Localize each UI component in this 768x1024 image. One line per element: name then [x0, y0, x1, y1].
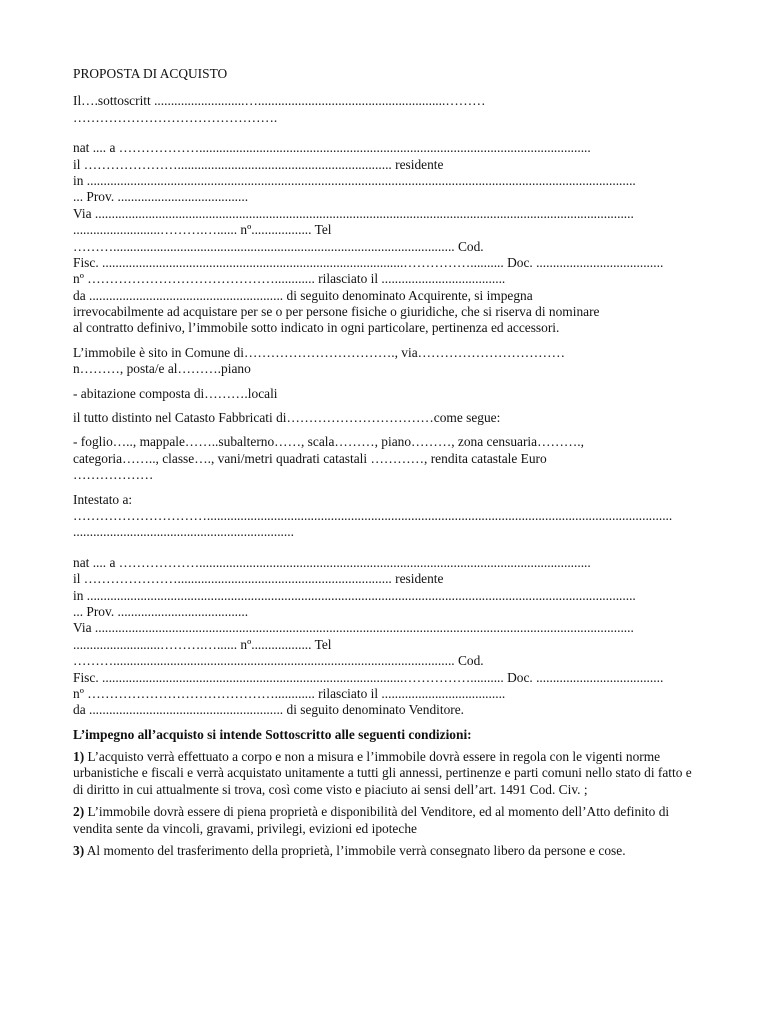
buyer-line: nº ……………………………………............ rilasciato il .....................................: [73, 271, 506, 287]
document-body: [73, 66, 695, 860]
property-location-line: L’immobile è sito in Comune di……………………………., via……………………………: [73, 344, 565, 360]
property-section: [73, 345, 695, 484]
conditions-heading: L’impegno all’acquisto si intende Sottoscritto alle seguenti condizioni:: [73, 726, 472, 742]
property-composition: - abitazione composta di……….locali: [73, 385, 278, 401]
buyer-line: il …………………................................................................ residente: [73, 156, 444, 172]
buyer-line: ……………………………………….: [73, 109, 278, 125]
owner-line: …………………………...........................................................................................................................................: [73, 507, 673, 523]
condition-text: L’immobile dovrà essere di piena proprietà e disponibilità del Venditore, ed al momento dell’Atto definito di vendita sente da vincoli, gravami, privilegi, evizioni ed ipoteche: [73, 804, 670, 836]
buyer-line: in ....................................................................................................................................................................: [73, 172, 636, 188]
property-location-line: n………, posta/e al……….piano: [73, 361, 251, 377]
owner-line: da .......................................................... di seguito denominato Venditore.: [73, 702, 465, 718]
condition-number: 3): [73, 843, 85, 859]
condition-number: 2): [73, 804, 85, 820]
owner-line: ..................................................................: [73, 524, 294, 540]
buyer-line: irrevocabilmente ad acquistare per se o per persone fisiche o giuridiche, che si riserva di nominare: [73, 304, 600, 320]
buyer-line: Fisc. ..........................................................................................…………….......... Doc. ......................................: [73, 254, 664, 270]
owner-line: nat .... a ……………….....................................................................................................................: [73, 554, 591, 570]
owner-line: ..........................……….…...... nº.................. Tel: [73, 636, 332, 652]
property-details-line: - foglio….., mappale……..subalterno……, scala………, piano………, zona censuaria……….,: [73, 434, 584, 450]
property-cadastre: il tutto distinto nel Catasto Fabbricati di……………………………come segue:: [73, 410, 501, 426]
owner-line: in ....................................................................................................................................................................: [73, 587, 636, 603]
owner-section: [73, 492, 695, 719]
buyer-line: Il….sottoscritt ...........................…........................................................………: [73, 93, 486, 109]
condition-item: [73, 843, 695, 859]
buyer-section: [73, 93, 695, 336]
condition-item: [73, 749, 695, 798]
condition-number: 1): [73, 749, 85, 765]
property-details-line: ………………: [73, 467, 154, 483]
condition-item: [73, 804, 695, 837]
buyer-line: nat .... a ……………….....................................................................................................................: [73, 140, 591, 156]
buyer-line: al contratto definivo, l’immobile sotto indicato in ogni particolare, pertinenza ed accessori.: [73, 320, 560, 336]
buyer-line: da .......................................................... di seguito denominato Acquirente, si impegna: [73, 287, 533, 303]
buyer-line: ………...................................................................................................... Cod.: [73, 238, 484, 254]
owner-line: il …………………................................................................ residente: [73, 571, 444, 587]
condition-text: L’acquisto verrà effettuato a corpo e non a misura e l’immobile dovrà essere in regola con le vigenti norme urbanistiche e fiscali e verrà acquistato unitamente a tutti gli annessi, pertinenze e parti comuni nello stato di fatto e di diritto in cui attualmente si trova, così come visto e piaciuto ai sensi dell’art. 1491 Cod. Civ. ;: [73, 749, 692, 797]
owner-heading: Intestato a:: [73, 491, 133, 507]
buyer-line: Via .................................................................................................................................................................: [73, 205, 634, 221]
owner-line: Fisc. ..........................................................................................…………….......... Doc. ......................................: [73, 669, 664, 685]
property-details-line: categoria…….., classe…., vani/metri quadrati catastali …………, rendita catastale Euro: [73, 450, 547, 466]
document-title: PROPOSTA DI ACQUISTO: [73, 66, 228, 81]
conditions-section: [73, 727, 695, 860]
owner-line: ………...................................................................................................... Cod.: [73, 653, 484, 669]
buyer-line: ..........................……….…...... nº.................. Tel: [73, 222, 332, 238]
owner-line: Via .................................................................................................................................................................: [73, 620, 634, 636]
owner-line: ... Prov. .......................................: [73, 603, 249, 619]
buyer-line: ... Prov. .......................................: [73, 189, 249, 205]
condition-text: Al momento del trasferimento della proprietà, l’immobile verrà consegnato libero da persone e cose.: [84, 843, 626, 859]
owner-line: nº ……………………………………............ rilasciato il .....................................: [73, 685, 506, 701]
